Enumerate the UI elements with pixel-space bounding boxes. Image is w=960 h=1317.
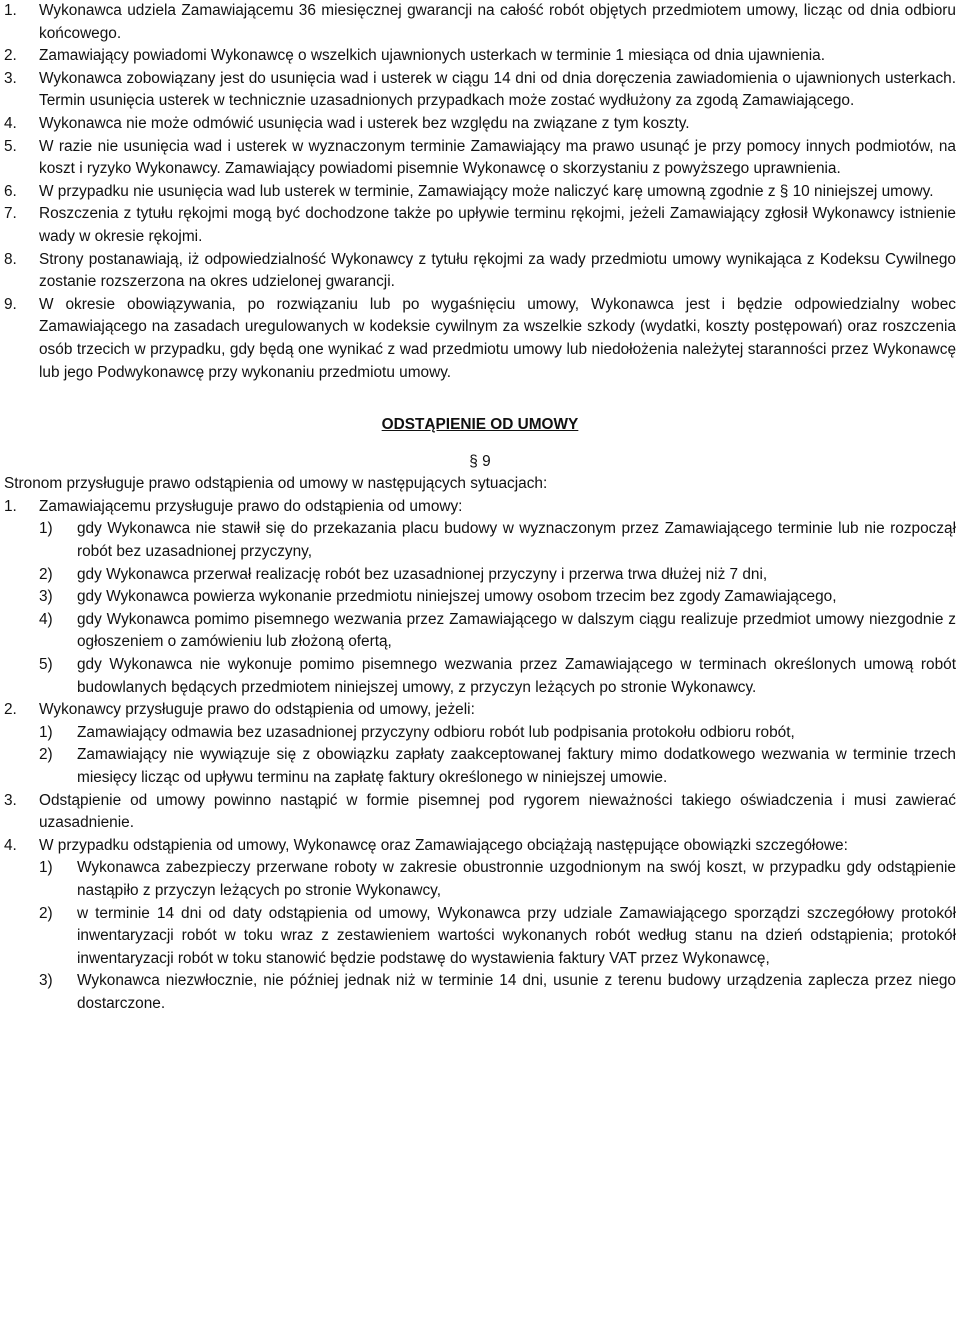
item-text: Odstąpienie od umowy powinno nastąpić w formie pisemnej pod rygorem nieważności takiego oświadczenia i musi zawierać uzasadnienie. xyxy=(39,791,956,832)
sub-item xyxy=(4,970,956,1015)
sub-item xyxy=(4,857,956,902)
item-text: W okresie obowiązywania, po rozwiązaniu lub po wygaśnięciu umowy, Wykonawca jest i będzie odpowiedzialny wobec Zamawiającego na zasadach uregulowanych w kodeksie cywilnym za wszelkie szkody (wydatki, koszty postępowań) oraz roszczenia osób trzecich w przypadku, gdy będą one wynikać z wad przedmiotu umowy lub niedołożenia należytej staranności przez Wykonawcę lub jego Podwykonawcę przy wykonaniu przedmiotu umowy. xyxy=(39,295,956,381)
sub-item-text: Zamawiający odmawia bez uzasadnionej przyczyny odbioru robót lub podpisania protokołu odbioru robót, xyxy=(77,723,795,741)
sub-item-number: 2) xyxy=(39,565,53,583)
sub-item xyxy=(4,586,956,609)
sub-item-text: Wykonawca zabezpieczy przerwane roboty w zakresie obustronnie uzgodnionym na swój koszt, w przypadku gdy odstąpienie nastąpiło z przyczyn leżących po stronie Wykonawcy, xyxy=(77,859,956,899)
sub-item-number: 5) xyxy=(39,656,53,674)
paragraph-sign: § 9 xyxy=(469,452,491,470)
sub-item xyxy=(4,744,956,789)
sub-item-number: 2) xyxy=(39,746,53,764)
item-number: 6. xyxy=(4,182,17,200)
item-number: 7. xyxy=(4,205,17,223)
item-number: 2. xyxy=(4,701,17,719)
item-text: Zamawiający powiadomi Wykonawcę o wszelkich ujawnionych usterkach w terminie 1 miesiąca od dnia ujawnienia. xyxy=(39,47,825,65)
sub-item-number: 3) xyxy=(39,588,53,606)
item-text: Wykonawcy przysługuje prawo do odstąpienia od umowy, jeżeli: xyxy=(39,701,475,719)
item-number: 1. xyxy=(4,2,17,19)
sub-item xyxy=(4,722,956,745)
document-page xyxy=(4,0,956,1016)
list-item xyxy=(4,294,956,384)
sub-item-text: gdy Wykonawca nie wykonuje pomimo pisemnego wezwania przez Zamawiającego w terminach określonych umową robót budowlanych będących przedmiotem niniejszej umowy, z przyczyn leżących po stronie Wykonawcy. xyxy=(77,656,956,696)
list-item xyxy=(4,0,956,45)
item-text: Zamawiającemu przysługuje prawo do odstąpienia od umowy: xyxy=(39,497,463,515)
list-item xyxy=(4,249,956,294)
sub-item-number: 4) xyxy=(39,610,53,628)
section-intro: Stronom przysługuje prawo odstąpienia od umowy w następujących sytuacjach: xyxy=(4,475,548,493)
item-number: 8. xyxy=(4,250,17,268)
list-item xyxy=(4,136,956,181)
list-item xyxy=(4,68,956,113)
section-heading: ODSTĄPIENIE OD UMOWY xyxy=(381,416,579,434)
list-item xyxy=(4,203,956,248)
sub-item xyxy=(4,564,956,587)
sub-item-text: Zamawiający nie wywiązuje się z obowiązku zapłaty zaakceptowanej faktury mimo dodatkowego wezwania w terminie trzech miesięcy licząc od upływu terminu na zapłatę faktury określonego w niniejszej umowie. xyxy=(77,746,956,786)
sub-item xyxy=(4,609,956,654)
item-number: 9. xyxy=(4,295,17,313)
item-text: W przypadku odstąpienia od umowy, Wykonawcę oraz Zamawiającego obciążają następujące obowiązki szczegółowe: xyxy=(39,836,848,854)
item-text: Strony postanawiają, iż odpowiedzialność Wykonawcy z tytułu rękojmi za wady przedmiotu umowy wynikająca z Kodeksu Cywilnego zostanie rozszerzona na okres udzielonej gwarancji. xyxy=(39,250,956,291)
sub-item-number: 3) xyxy=(39,972,53,990)
sub-item-text: gdy Wykonawca nie stawił się do przekazania placu budowy w wyznaczonym przez Zamawiającego terminie lub nie rozpoczął robót bez uzasadnionej przyczyny, xyxy=(77,520,956,561)
sub-item-number: 1) xyxy=(39,859,53,877)
list-item xyxy=(4,496,956,519)
item-number: 5. xyxy=(4,137,17,155)
list-item xyxy=(4,113,956,136)
sub-item-text: w terminie 14 dni od daty odstąpienia od umowy, Wykonawca przy udziale Zamawiającego sporządzi szczegółowy protokół inwentaryzacji robót w toku wraz z zestawieniem wartości wykonanych robót według stanu na dzień odstąpienia; protokół inwentaryzacji robót w toku stanowić będzie podstawę do wystawienia faktury VAT przez Wykonawcę, xyxy=(77,904,956,967)
list-item xyxy=(4,790,956,835)
sub-item-text: Wykonawca niezwłocznie, nie później jednak niż w terminie 14 dni, usunie z terenu budowy urządzenia zaplecza przez niego dostarczone. xyxy=(77,972,956,1012)
sub-item xyxy=(4,654,956,699)
item-text: Roszczenia z tytułu rękojmi mogą być dochodzone także po upływie terminu rękojmi, jeżeli Zamawiający zgłosił Wykonawcy istnienie wady w okresie rękojmi. xyxy=(39,205,956,245)
item-number: 1. xyxy=(4,497,17,515)
sub-item-number: 1) xyxy=(39,520,53,538)
sub-item-text: gdy Wykonawca pomimo pisemnego wezwania przez Zamawiającego w dalszym ciągu realizuje przedmiot umowy niezgodnie z ogłoszeniem o zamówieniu lub złożoną ofertą, xyxy=(77,610,956,651)
sub-item-number: 1) xyxy=(39,723,53,741)
sub-item-text: gdy Wykonawca przerwał realizację robót bez uzasadnionej przyczyny i przerwa trwa dłużej niż 7 dni, xyxy=(77,565,768,583)
sub-item-text: gdy Wykonawca powierza wykonanie przedmiotu niniejszej umowy osobom trzecim bez zgody Zamawiającego, xyxy=(77,588,837,606)
withdrawal-list xyxy=(4,496,956,1016)
item-text: W przypadku nie usunięcia wad lub usterek w terminie, Zamawiający może naliczyć karę umowną zgodnie z § 10 niniejszej umowy. xyxy=(39,182,934,200)
item-number: 3. xyxy=(4,791,17,809)
item-number: 2. xyxy=(4,47,17,65)
item-text: W razie nie usunięcia wad i usterek w wyznaczonym terminie Zamawiający ma prawo usunąć je przy pomocy innych podmiotów, na koszt i ryzyko Wykonawcy. Zamawiający powiadomi pisemnie Wykonawcę o skorzystaniu z powyższego uprawnienia. xyxy=(39,137,956,178)
list-item xyxy=(4,699,956,722)
list-item xyxy=(4,835,956,858)
list-item xyxy=(4,181,956,204)
sub-item xyxy=(4,518,956,563)
sub-item xyxy=(4,903,956,971)
item-text: Wykonawca udziela Zamawiającemu 36 miesięcznej gwarancji na całość robót objętych przedmiotem umowy, licząc od dnia odbioru końcowego. xyxy=(39,2,956,42)
item-text: Wykonawca zobowiązany jest do usunięcia wad i usterek w ciągu 14 dni od dnia doręczenia zawiadomienia o ujawnionych usterkach. Termin usunięcia usterek w technicznie uzasadnionych przypadkach może zostać wydłużony za zgodą Zamawiającego. xyxy=(39,69,956,110)
item-number: 3. xyxy=(4,69,17,87)
warranty-list xyxy=(4,0,956,384)
item-text: Wykonawca nie może odmówić usunięcia wad i usterek bez względu na związane z tym koszty. xyxy=(39,114,690,132)
item-number: 4. xyxy=(4,114,17,132)
list-item xyxy=(4,45,956,68)
item-number: 4. xyxy=(4,836,17,854)
sub-item-number: 2) xyxy=(39,904,53,922)
